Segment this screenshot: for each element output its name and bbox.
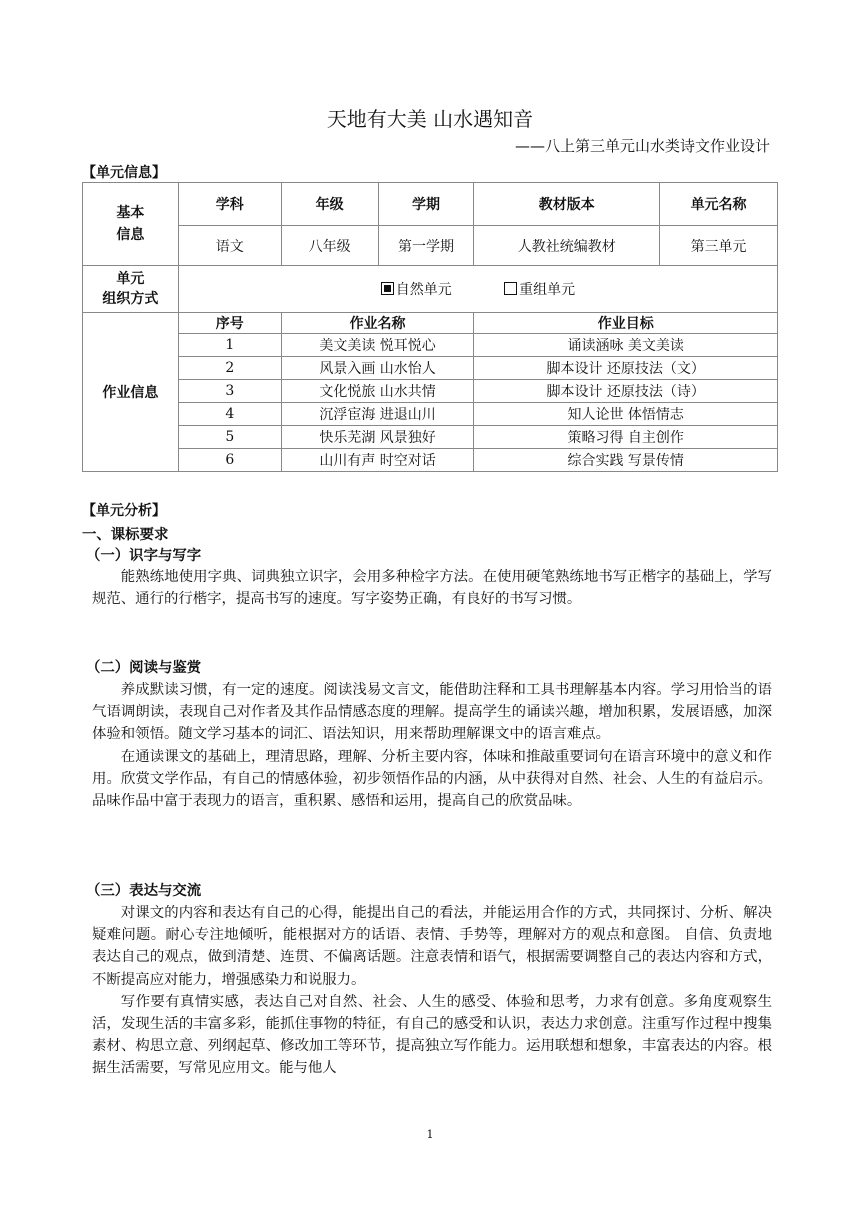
option-natural-unit[interactable]: 自然单元 (381, 282, 452, 298)
work-no: 6 (178, 449, 281, 472)
work-goal: 知人论世 体悟情志 (474, 403, 778, 426)
table-row (83, 357, 778, 380)
work-name: 沉浮宦海 进退山川 (281, 403, 474, 426)
work-name: 山川有声 时空对话 (281, 449, 474, 472)
header-unit-name: 单元名称 (660, 183, 778, 226)
work-info-label: 作业信息 (83, 313, 179, 472)
checked-box-icon (381, 282, 394, 295)
work-no: 4 (178, 403, 281, 426)
table-row (83, 449, 778, 472)
table-row (83, 380, 778, 403)
unit-analysis-heading: 【单元分析】 (82, 503, 166, 519)
document-subtitle: ——八上第三单元山水类诗文作业设计 (514, 137, 770, 155)
section-reading-body (92, 679, 772, 812)
section-expression-title: （三）表达与交流 (86, 883, 202, 899)
work-no: 2 (178, 357, 281, 380)
work-goal: 诵读涵咏 美文美读 (474, 334, 778, 357)
value-textbook: 人教社统编教材 (474, 226, 660, 266)
header-grade: 年级 (281, 183, 378, 226)
work-goal: 策略习得 自主创作 (474, 426, 778, 449)
work-header-name: 作业名称 (281, 313, 474, 334)
header-subject: 学科 (178, 183, 281, 226)
table-row (83, 426, 778, 449)
paragraph: 写作要有真情实感，表达自己对自然、社会、人生的感受、体验和思考，力求有创意。多角度观察生活，发现生活的丰富多彩，能抓住事物的特征，有自己的感受和认识，表达力求创意。注重写作过程中搜集素材、构思立意、列纲起草、修改加工等环节，提高独立写作能力。运用联想和想象，丰富表达的内容。根据生活需要，写常见应用文。能与他人 (92, 993, 772, 1077)
unit-info-table (82, 182, 778, 472)
work-header-no: 序号 (178, 313, 281, 334)
paragraph: 能熟练地使用字典、词典独立识字，会用多种检字方法。在使用硬笔熟练地书写正楷字的基础上，学写规范、通行的行楷字，提高书写的速度。写字姿势正确，有良好的书写习惯。 (92, 569, 772, 608)
paragraph: 在通读课文的基础上，理清思路，理解、分析主要内容，体味和推敲重要词句在语言环境中的意义和作用。欣赏文学作品，有自己的情感体验，初步领悟作品的内涵，从中获得对自然、社会、人生的有益启示。品味作品中富于表现力的语言，重积累、感悟和运用，提高自己的欣赏品味。 (92, 748, 772, 810)
work-goal: 脚本设计 还原技法（文） (474, 357, 778, 380)
section-expression-body (92, 902, 772, 1080)
paragraph: 对课文的内容和表达有自己的心得，能提出自己的看法，并能运用合作的方式，共同探讨、分析、解决疑难问题。耐心专注地倾听，能根据对方的话语、表情、手势等，理解对方的观点和意图。 自信、负责地表达自己的观点，做到清楚、连贯、不偏离话题。注意表情和语气，根据需要调整自己的表达内容和方式，不断提高应对能力，增强感染力和说服力。 (92, 905, 772, 988)
section-literacy-title: （一）识字与写字 (86, 548, 202, 564)
paragraph: 养成默读习惯，有一定的速度。阅读浅易文言文，能借助注释和工具书理解基本内容。学习用恰当的语气语调朗读，表现自己对作者及其作品情感态度的理解。提高学生的诵读兴趣，增加积累，发展语感，加深体验和领悟。随文学习基本的词汇、语法知识，用来帮助理解课文中的语言难点。 (92, 682, 772, 743)
org-method-options (178, 266, 777, 313)
header-textbook: 教材版本 (474, 183, 660, 226)
page-number: 1 (426, 1128, 434, 1141)
table-row (83, 403, 778, 426)
value-unit-name: 第三单元 (660, 226, 778, 266)
work-name: 文化悦旅 山水共情 (281, 380, 474, 403)
unit-info-heading: 【单元信息】 (82, 165, 166, 181)
curriculum-heading: 一、课标要求 (82, 527, 169, 543)
value-grade: 八年级 (281, 226, 378, 266)
work-name: 快乐芜湖 风景独好 (281, 426, 474, 449)
value-semester: 第一学期 (378, 226, 474, 266)
document-title: 天地有大美 山水遇知音 (326, 107, 534, 131)
header-semester: 学期 (378, 183, 474, 226)
work-no: 3 (178, 380, 281, 403)
unchecked-box-icon (504, 282, 517, 295)
org-method-label: 单元 组织方式 (83, 266, 179, 313)
work-no: 5 (178, 426, 281, 449)
work-header-goal: 作业目标 (474, 313, 778, 334)
basic-info-label: 基本 信息 (83, 183, 179, 266)
work-goal: 综合实践 写景传情 (474, 449, 778, 472)
work-name: 美文美读 悦耳悦心 (281, 334, 474, 357)
work-goal: 脚本设计 还原技法（诗） (474, 380, 778, 403)
section-reading-title: （二）阅读与鉴赏 (86, 660, 202, 676)
section-literacy-body (92, 566, 772, 610)
table-row (83, 334, 778, 357)
work-no: 1 (178, 334, 281, 357)
option-regrouped-unit[interactable]: 重组单元 (504, 282, 575, 298)
work-name: 风景入画 山水怡人 (281, 357, 474, 380)
value-subject: 语文 (178, 226, 281, 266)
